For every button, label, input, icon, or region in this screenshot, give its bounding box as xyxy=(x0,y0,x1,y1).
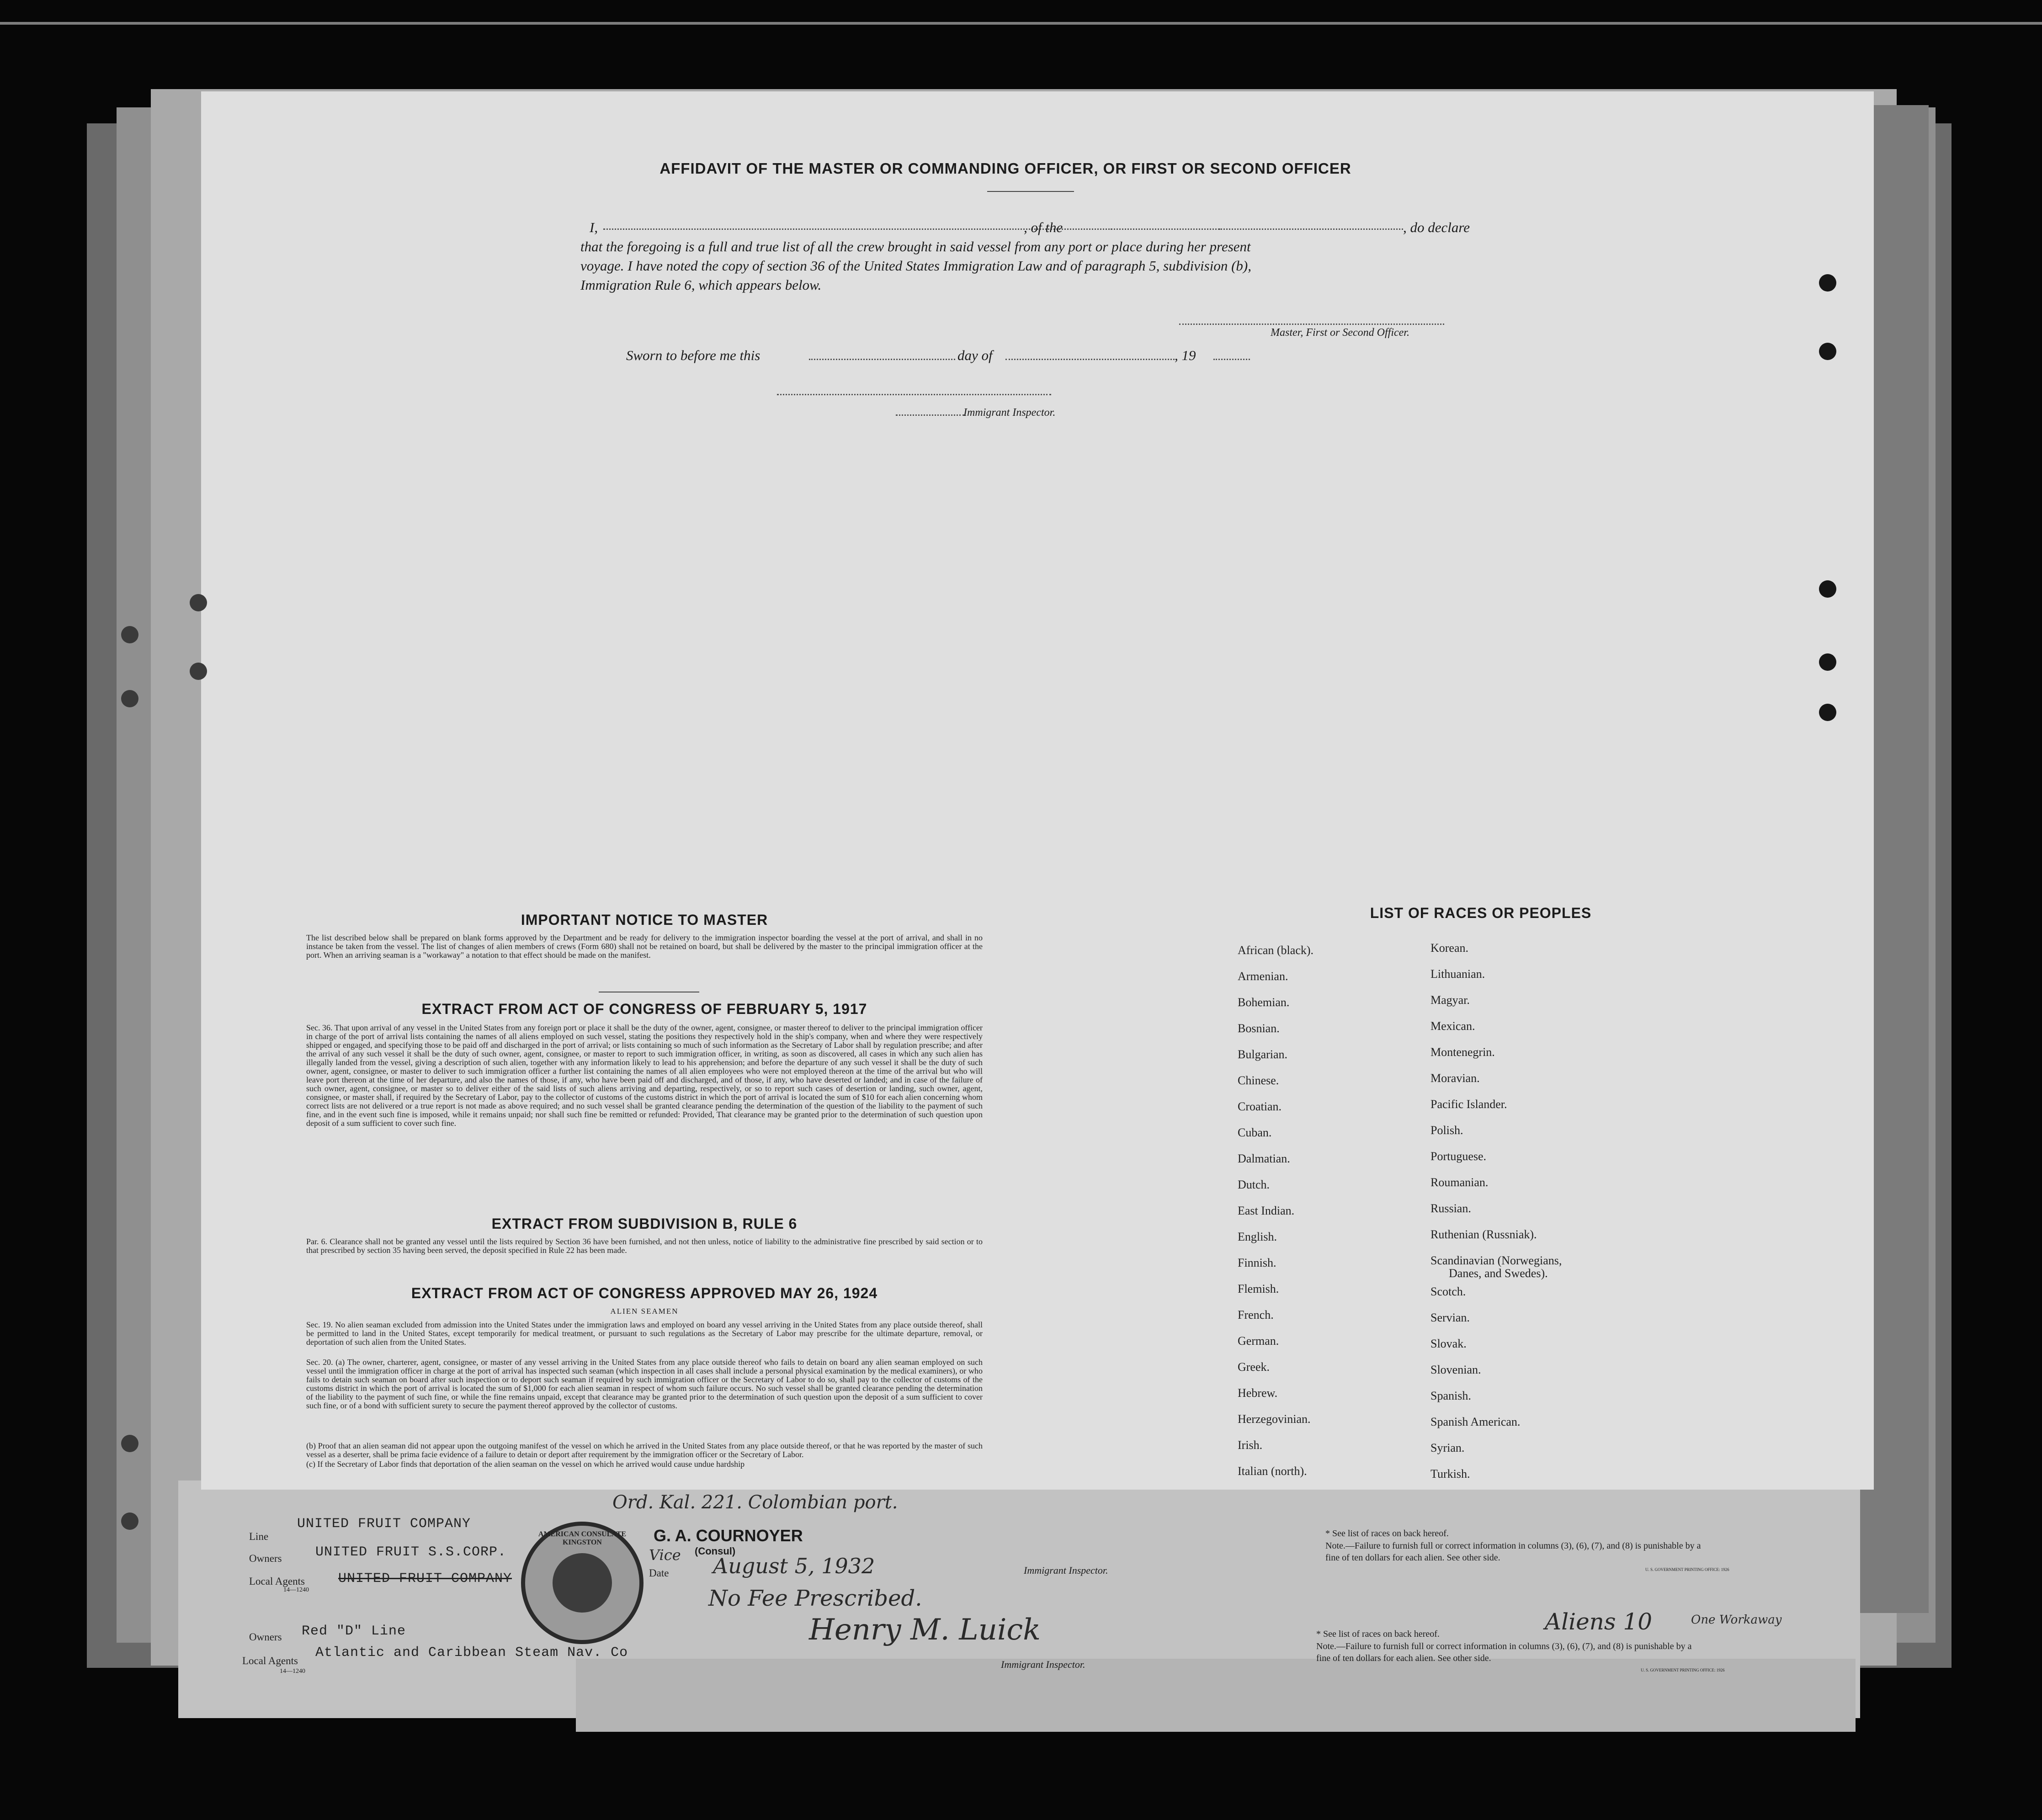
immigrant-inspector-label: Immigrant Inspector. xyxy=(1024,1565,1108,1576)
aliens-count-note: Aliens 10 xyxy=(1545,1608,1653,1635)
binder-hole xyxy=(121,1435,138,1452)
binder-hole xyxy=(1819,580,1836,598)
race-item: Greek. xyxy=(1238,1360,1270,1374)
footnote-races: * See list of races on back hereof. xyxy=(1325,1528,1449,1539)
title-rule xyxy=(987,191,1074,192)
local-agents-code-2: 14—1240 xyxy=(280,1668,305,1675)
race-item: Moravian. xyxy=(1430,1072,1480,1085)
local-agents-label: Local Agents xyxy=(249,1576,305,1587)
owners-label-2: Owners xyxy=(249,1631,282,1643)
race-item: French. xyxy=(1238,1308,1274,1321)
race-item: Cuban. xyxy=(1238,1126,1272,1139)
local-agents-label-2: Local Agents xyxy=(242,1655,298,1666)
binder-hole xyxy=(121,1512,138,1530)
inspector-label: Immigrant Inspector. xyxy=(963,407,1056,419)
race-item: Ruthenian (Russniak). xyxy=(1430,1228,1537,1241)
line-value: UNITED FRUIT COMPANY xyxy=(297,1516,471,1532)
vice-handwriting: Vice xyxy=(649,1546,681,1564)
race-item: Irish. xyxy=(1238,1438,1263,1452)
scanner-edge-line xyxy=(0,22,2042,25)
race-item: Chinese. xyxy=(1238,1074,1279,1087)
printing-office: U. S. GOVERNMENT PRINTING OFFICE: 1926 xyxy=(1645,1567,1729,1572)
local-agents-value-2: Atlantic and Caribbean Steam Nav. Co xyxy=(315,1645,628,1661)
race-item: Hebrew. xyxy=(1238,1386,1278,1400)
affidavit-line-2: that the foregoing is a full and true list of all the crew brought in said vessel from any port or place during her present xyxy=(580,239,1251,255)
inspector-signature-blank xyxy=(777,394,1051,395)
owners-value: UNITED FRUIT S.S.CORP. xyxy=(315,1544,507,1560)
notice-text: The list described below shall be prepared on blank forms approved by the Department and be ready for delivery to the immigration inspector boarding the vessel at the port of arrival, and shall in no instance be taken from the vessel. The list of changes of alien members of crews (Form 680) shall not be retained on board, but shall be delivered by the master to the principal immigration officer at the port. When an arriving seaman is a "workaway" a notation to that effect should be made on the manifest. xyxy=(306,933,983,960)
inspector-dots xyxy=(896,414,964,416)
footnote-note-2: Note.—Failure to furnish full or correct information in columns (3), (6), (7), and (8) is punishable by a fine of ten dollars for each alien. See other side. xyxy=(1316,1641,1692,1663)
local-agents-code: 14—1240 xyxy=(283,1587,309,1593)
binder-hole xyxy=(1819,343,1836,360)
binder-hole xyxy=(1819,274,1836,292)
race-item: Pacific Islander. xyxy=(1430,1098,1507,1111)
alien-seamen-subtitle: ALIEN SEAMEN xyxy=(610,1307,679,1316)
race-item: Finnish. xyxy=(1238,1256,1276,1269)
race-item: Montenegrin. xyxy=(1430,1045,1495,1059)
race-item: Dalmatian. xyxy=(1238,1152,1290,1165)
sworn-day-blank xyxy=(809,359,955,360)
rule6-text: Par. 6. Clearance shall not be granted any vessel until the lists required by Section 36 have been furnished, and not then unless, notice of liability to the administrative fine prescribed by said section or to that prescribed by section 35 having been served, the deposit specified in Rule 22 has been made. xyxy=(306,1237,983,1255)
race-item: Herzegovinian. xyxy=(1238,1412,1311,1426)
owners-value-2: Red "D" Line xyxy=(302,1624,406,1639)
consulate-seal xyxy=(521,1522,643,1644)
races-column-1 xyxy=(1238,944,1313,1491)
line-label: Line xyxy=(249,1531,269,1542)
race-item: Slovak. xyxy=(1430,1337,1467,1350)
affidavit-declare: , do declare xyxy=(1403,219,1470,235)
race-item: Roumanian. xyxy=(1430,1176,1489,1189)
race-item: Turkish. xyxy=(1430,1467,1470,1480)
affidavit-i: I, xyxy=(590,219,598,235)
owners-label: Owners xyxy=(249,1553,282,1564)
master-label: Master, First or Second Officer. xyxy=(1271,327,1409,339)
affidavit-title: AFFIDAVIT OF THE MASTER OR COMMANDING OFFICER, OR FIRST OR SECOND OFFICER xyxy=(659,160,1351,177)
sec-20c-text: (c) If the Secretary of Labor finds that deportation of the alien seaman on the vessel on which he arrived would cause undue hardship xyxy=(306,1460,745,1469)
signer-title: (Consul) xyxy=(695,1545,736,1557)
day-of: day of xyxy=(957,347,993,363)
race-item: Bulgarian. xyxy=(1238,1048,1288,1061)
binder-hole xyxy=(190,594,207,611)
sworn-text: Sworn to before me this xyxy=(626,347,760,363)
race-item: Slovenian. xyxy=(1430,1363,1481,1376)
binder-hole xyxy=(1819,704,1836,721)
race-item: Korean. xyxy=(1430,941,1469,955)
year-blank xyxy=(1213,359,1250,360)
extract-1917-text: Sec. 36. That upon arrival of any vessel in the United States from any foreign port or place it shall be the duty of the owner, agent, consignee, or master thereof to deliver to the principal immigration officer in charge of the port of arrival lists containing the names of all aliens employed on such vessel, stating the positions they respectively hold in the ship's company, when and where they were respectively shipped or engaged, and specifying those to be paid off and discharged in the port of arrival; or lists containing so much of such information as the Secretary of Labor shall by regulation prescribe; and after the arrival of any such vessel it shall be the duty of such owner, agent, consignee, or master to report to such immigration officer, in writing, as soon as discovered, all cases in which any such alien has illegally landed from the vessel, giving a description of such alien, together with any information likely to lead to his apprehension; and before the departure of any such vessel it shall be the duty of such owner, agent, consignee, or master to deliver to such immigration officer a further list containing the names of all alien employees who were not employed thereon at the time of the arrival but who will leave port thereon at the time of her departure, and also the names of those, if any, who have been paid off and discharged, and of those, if any, who have deserted or landed; and in case of the failure of such owner, agent, consignee, or master so to deliver either of the said lists of such aliens arriving and departing, respectively, or so to report such cases of desertion or landing, such owner, agent, consignee, or master shall, if required by the Secretary of Labor, pay to the collector of customs of the customs district in which the port of arrival is located the sum of $10 for each alien concerning whom correct lists are not delivered or a true report is not made as above required; and no such vessel shall be granted clearance pending the determination of the question of the liability to the payment of such fine, and in the event such fine is imposed, while it remains unpaid; nor shall such fine be remitted or refunded: Provided, That clearance may be granted prior to the determination of such question upon deposit of a sum sufficient to cover such fine. xyxy=(306,1023,983,1128)
affidavit-page xyxy=(201,91,1874,1490)
affidavit-of-the: , of the xyxy=(1024,219,1063,235)
printing-office-2: U. S. GOVERNMENT PRINTING OFFICE: 1926 xyxy=(1641,1668,1725,1672)
race-item: Spanish American. xyxy=(1430,1415,1521,1428)
master-signature-blank xyxy=(1179,324,1444,325)
seal-text: AMERICAN CONSULATE KINGSTON xyxy=(538,1530,627,1546)
race-item: Croatian. xyxy=(1238,1100,1282,1113)
affidavit-line-3: voyage. I have noted the copy of section 36 of the United States Immigration Law and of paragraph 5, subdivision (b), xyxy=(580,258,1251,274)
notice-title: IMPORTANT NOTICE TO MASTER xyxy=(521,912,768,928)
race-item: Italian (north). xyxy=(1238,1464,1307,1478)
binder-hole xyxy=(1819,653,1836,671)
vessel-blank xyxy=(1111,228,1403,230)
extract-1924-title: EXTRACT FROM ACT OF CONGRESS APPROVED MAY 26, 1924 xyxy=(411,1285,878,1301)
sec-20b-text: (b) Proof that an alien seaman did not appear upon the outgoing manifest of the vessel on which he arrived in the United States from any place outside thereof, or that he was reported by the master of such vessel as a deserter, shall be prima facie evidence of a failure to detain or deport after requirement by the immigration officer or the Secretary of Labor. xyxy=(306,1441,983,1459)
race-item: Syrian. xyxy=(1430,1441,1465,1454)
binder-hole xyxy=(121,626,138,643)
race-item: Dutch. xyxy=(1238,1178,1270,1191)
race-item: Mexican. xyxy=(1430,1019,1475,1033)
affidavit-line-4: Immigration Rule 6, which appears below. xyxy=(580,277,822,293)
race-item: Portuguese. xyxy=(1430,1150,1487,1163)
binder-hole xyxy=(121,690,138,707)
seal-eagle-icon xyxy=(553,1553,612,1613)
inspector-signature: Henry M. Luick xyxy=(809,1613,1041,1647)
footnote-races-2: * See list of races on back hereof. xyxy=(1316,1629,1440,1639)
immigrant-inspector-label-2: Immigrant Inspector. xyxy=(1001,1659,1085,1670)
race-item: Magyar. xyxy=(1430,993,1470,1007)
date-label: Date xyxy=(649,1567,669,1579)
race-item: Spanish. xyxy=(1430,1389,1471,1402)
race-item: Flemish. xyxy=(1238,1282,1279,1295)
signer-name: G. A. COURNOYER xyxy=(654,1526,803,1545)
race-item: Scotch. xyxy=(1430,1285,1466,1298)
sec-19-text: Sec. 19. No alien seaman excluded from admission into the United States under the immigration laws and employed on board any vessel arriving in the United States from any place outside thereof, shall be permitted to land in the United States, except temporarily for medical treatment, or pursuant to such regulations as the Secretary of Labor may prescribe for the ultimate departure, removal, or deportation of such alien from the United States. xyxy=(306,1320,983,1347)
workaway-note: One Workaway xyxy=(1691,1613,1782,1627)
binder-hole xyxy=(190,663,207,680)
race-item: Bohemian. xyxy=(1238,996,1290,1009)
no-fee-note: No Fee Prescribed. xyxy=(708,1586,922,1611)
footnote-note: Note.—Failure to furnish full or correct information in columns (3), (6), (7), and (8) is punishable by a fine of ten dollars for each alien. See other side. xyxy=(1325,1541,1701,1563)
race-item: Armenian. xyxy=(1238,970,1288,983)
races-title: LIST OF RACES OR PEOPLES xyxy=(1370,905,1592,921)
rule6-title: EXTRACT FROM SUBDIVISION B, RULE 6 xyxy=(491,1215,798,1232)
handwritten-port-note: Ord. Kal. 221. Colombian port. xyxy=(612,1492,898,1513)
sworn-month-blank xyxy=(1005,359,1175,360)
race-item: Lithuanian. xyxy=(1430,967,1485,981)
sec-20-text: Sec. 20. (a) The owner, charterer, agent, consignee, or master of any vessel arriving in the United States from any place outside thereof who fails to detain on board any alien seaman employed on such vessel until the immigration officer in charge at the port of arrival has inspected such seaman (which inspection in all cases shall include a personal physical examination by the medical examiners), or who fails to detain such seaman on board after such inspection or to deport such seaman if required by such immigration officer or the Secretary of Labor to do so, shall pay to the collector of customs of the customs district in which the port of arrival is located the sum of $1,000 for each alien seaman in respect of whom such failure occurs. No such vessel shall be granted clearance pending the determination of the liability to the payment of such fine, or while the fine remains unpaid, except that clearance may be granted prior to the determination of such question upon the deposit of a sum sufficient to cover such fine, or of a bond with sufficient surety to secure the payment thereof approved by the collector of customs. xyxy=(306,1358,983,1410)
race-item: Polish. xyxy=(1430,1124,1463,1137)
race-item: Russian. xyxy=(1430,1202,1471,1215)
local-agents-value: UNITED FRUIT COMPANY xyxy=(338,1571,512,1587)
date-handwriting: August 5, 1932 xyxy=(713,1554,875,1578)
race-item: German. xyxy=(1238,1334,1279,1348)
race-item: English. xyxy=(1238,1230,1277,1243)
year-prefix: , 19 xyxy=(1175,347,1196,363)
race-item: Scandinavian (Norwegians, xyxy=(1430,1254,1562,1267)
race-item: Servian. xyxy=(1430,1311,1470,1324)
extract-1917-title: EXTRACT FROM ACT OF CONGRESS OF FEBRUARY 5, 1917 xyxy=(421,1001,867,1017)
race-item: Danes, and Swedes). xyxy=(1449,1267,1548,1280)
race-item: East Indian. xyxy=(1238,1204,1295,1217)
race-item: Bosnian. xyxy=(1238,1022,1280,1035)
races-column-2 xyxy=(1430,941,1562,1493)
race-item: African (black). xyxy=(1238,944,1314,957)
